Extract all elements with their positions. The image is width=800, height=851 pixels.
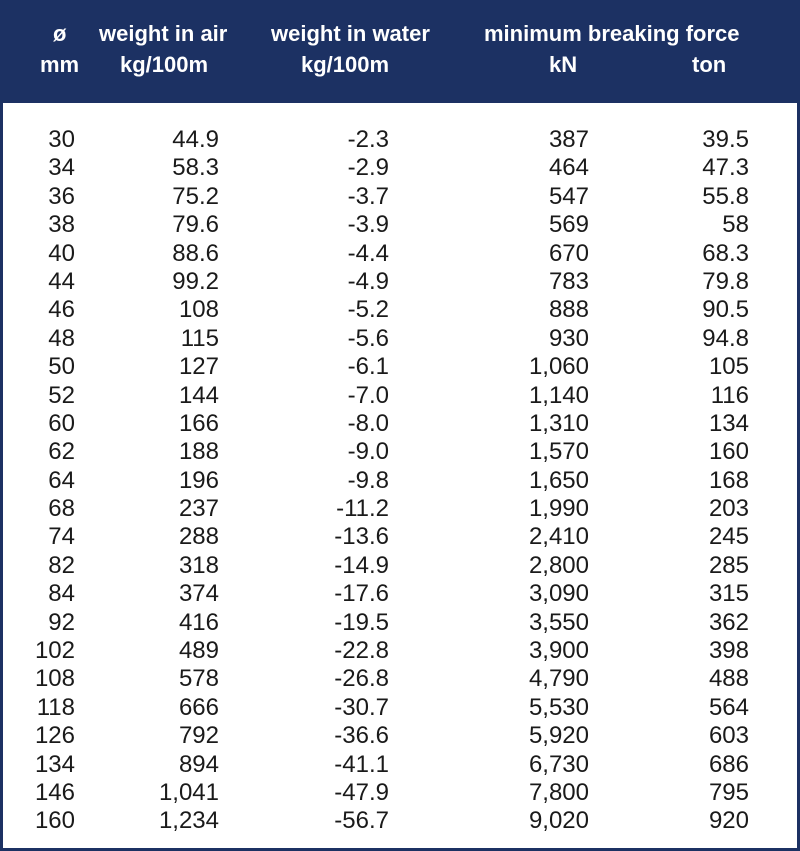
cell-weight-water: -19.5	[334, 608, 389, 636]
cell-diameter: 84	[48, 580, 75, 608]
cell-weight-water: -4.4	[347, 239, 389, 267]
cell-weight-air: 578	[178, 665, 219, 693]
cell-breaking-force-ton: 203	[708, 495, 749, 523]
cell-weight-air: 58.3	[172, 154, 219, 182]
table-row	[3, 665, 797, 693]
cell-weight-water: -3.7	[347, 182, 389, 210]
table-row	[3, 495, 797, 523]
cell-weight-water: -4.9	[347, 267, 389, 295]
cell-breaking-force-kn: 888	[548, 296, 589, 324]
table-row	[3, 268, 797, 296]
cell-breaking-force-kn: 3,550	[528, 608, 589, 636]
cell-breaking-force-kn: 670	[548, 239, 589, 267]
cell-weight-water: -2.3	[347, 126, 389, 153]
cell-diameter: 92	[48, 608, 75, 636]
cell-breaking-force-kn: 569	[548, 211, 589, 239]
header-weight-water-unit: kg/100m	[301, 52, 390, 77]
cell-breaking-force-ton: 168	[708, 466, 749, 494]
cell-breaking-force-kn: 1,140	[528, 381, 589, 409]
cell-diameter: 160	[34, 807, 75, 835]
cell-breaking-force-ton: 488	[708, 665, 749, 693]
cell-breaking-force-ton: 564	[708, 693, 749, 721]
header-breaking-force-ton: ton	[692, 52, 727, 77]
table-row	[3, 779, 797, 807]
cell-breaking-force-kn: 783	[548, 267, 589, 295]
header-diameter-unit: mm	[40, 52, 80, 77]
table-row	[3, 154, 797, 182]
header-weight-air: weight in air	[99, 21, 228, 46]
cell-weight-water: -11.2	[336, 495, 389, 523]
cell-breaking-force-kn: 2,800	[528, 551, 589, 579]
cell-weight-air: 99.2	[172, 267, 219, 295]
cell-weight-air: 79.6	[172, 211, 219, 239]
cell-breaking-force-kn: 1,650	[528, 466, 589, 494]
cell-breaking-force-kn: 3,090	[528, 580, 589, 608]
cell-weight-air: 1,041	[158, 778, 219, 806]
table-row	[3, 694, 797, 722]
cell-weight-water: -17.6	[334, 580, 389, 608]
table-row	[3, 807, 797, 835]
cell-breaking-force-ton: 285	[708, 551, 749, 579]
cell-weight-air: 666	[178, 693, 219, 721]
cell-diameter: 126	[34, 722, 75, 750]
cell-diameter: 52	[48, 381, 75, 409]
cell-weight-water: -5.6	[347, 324, 389, 352]
cell-weight-air: 166	[178, 409, 219, 437]
cell-weight-air: 144	[178, 381, 219, 409]
cell-weight-air: 88.6	[172, 239, 219, 267]
cell-breaking-force-kn: 1,990	[528, 495, 589, 523]
cell-diameter: 134	[34, 750, 75, 778]
table-row	[3, 637, 797, 665]
table-row	[3, 523, 797, 551]
cell-diameter: 82	[48, 551, 75, 579]
table-row	[3, 183, 797, 211]
cell-diameter: 74	[48, 523, 75, 551]
cell-breaking-force-kn: 5,530	[528, 693, 589, 721]
cell-breaking-force-ton: 245	[708, 523, 749, 551]
cell-diameter: 48	[48, 324, 75, 352]
cell-diameter: 68	[48, 495, 75, 523]
cell-weight-water: -9.0	[347, 438, 389, 466]
cell-breaking-force-ton: 68.3	[702, 239, 749, 267]
cell-diameter: 62	[48, 438, 75, 466]
cell-breaking-force-ton: 58	[722, 211, 749, 239]
cell-breaking-force-ton: 116	[710, 381, 749, 409]
cell-diameter: 108	[34, 665, 75, 693]
table-row	[3, 382, 797, 410]
cell-breaking-force-kn: 2,410	[528, 523, 589, 551]
cell-breaking-force-ton: 398	[708, 637, 749, 665]
header-breaking-force: minimum breaking force	[484, 21, 740, 46]
cell-diameter: 38	[48, 211, 75, 239]
table-row	[3, 467, 797, 495]
cell-breaking-force-ton: 94.8	[702, 324, 749, 352]
cell-weight-air: 75.2	[172, 182, 219, 210]
table-row	[3, 580, 797, 608]
cell-weight-air: 894	[178, 750, 219, 778]
cell-diameter: 44	[48, 267, 75, 295]
cell-diameter: 36	[48, 182, 75, 210]
cell-weight-water: -26.8	[334, 665, 389, 693]
cell-breaking-force-kn: 547	[548, 182, 589, 210]
cell-weight-air: 127	[178, 353, 219, 381]
cell-weight-water: -47.9	[334, 778, 389, 806]
cell-diameter: 30	[48, 126, 75, 153]
cell-breaking-force-kn: 464	[548, 154, 589, 182]
cell-weight-air: 237	[178, 495, 219, 523]
table-row	[3, 438, 797, 466]
cell-weight-water: -14.9	[334, 551, 389, 579]
table-row	[3, 211, 797, 239]
cell-weight-air: 115	[180, 324, 219, 352]
table-row	[3, 722, 797, 750]
cell-weight-water: -7.0	[347, 381, 389, 409]
cell-breaking-force-ton: 686	[708, 750, 749, 778]
cell-weight-air: 318	[178, 551, 219, 579]
table-row	[3, 126, 797, 154]
table-body	[3, 126, 797, 836]
cell-breaking-force-kn: 1,310	[528, 409, 589, 437]
table-row	[3, 552, 797, 580]
cell-weight-water: -56.7	[334, 807, 389, 835]
header-weight-water: weight in water	[271, 21, 430, 46]
cell-breaking-force-ton: 160	[708, 438, 749, 466]
cell-breaking-force-kn: 5,920	[528, 722, 589, 750]
cell-breaking-force-ton: 362	[708, 608, 749, 636]
cell-breaking-force-ton: 55.8	[702, 182, 749, 210]
cell-breaking-force-ton: 79.8	[702, 267, 749, 295]
cell-diameter: 146	[34, 778, 75, 806]
cell-weight-air: 792	[178, 722, 219, 750]
header-weight-air-unit: kg/100m	[120, 52, 209, 77]
cell-diameter: 34	[48, 154, 75, 182]
cell-diameter: 60	[48, 409, 75, 437]
cell-weight-air: 374	[178, 580, 219, 608]
cell-breaking-force-ton: 603	[708, 722, 749, 750]
header-breaking-force-kn: kN	[549, 52, 578, 77]
cell-weight-air: 44.9	[172, 126, 219, 153]
cell-weight-water: -22.8	[334, 637, 389, 665]
cell-breaking-force-ton: 315	[708, 580, 749, 608]
cell-breaking-force-kn: 9,020	[528, 807, 589, 835]
cell-breaking-force-ton: 47.3	[702, 154, 749, 182]
cell-weight-water: -5.2	[347, 296, 389, 324]
cell-breaking-force-kn: 3,900	[528, 637, 589, 665]
cell-diameter: 50	[48, 353, 75, 381]
table-row	[3, 353, 797, 381]
cell-diameter: 102	[34, 637, 75, 665]
cell-breaking-force-kn: 387	[548, 126, 589, 153]
cell-breaking-force-ton: 90.5	[702, 296, 749, 324]
cell-breaking-force-kn: 1,060	[528, 353, 589, 381]
table-row	[3, 325, 797, 353]
cell-weight-water: -13.6	[334, 523, 389, 551]
table-row	[3, 410, 797, 438]
cell-weight-air: 288	[178, 523, 219, 551]
cell-weight-air: 108	[178, 296, 219, 324]
cell-weight-water: -8.0	[347, 409, 389, 437]
cell-breaking-force-ton: 134	[708, 409, 749, 437]
cell-weight-water: -9.8	[347, 466, 389, 494]
header-diameter-symbol: ø	[53, 21, 67, 46]
cell-breaking-force-kn: 1,570	[528, 438, 589, 466]
cell-breaking-force-ton: 105	[708, 353, 749, 381]
cell-breaking-force-kn: 6,730	[528, 750, 589, 778]
cell-diameter: 118	[36, 693, 75, 721]
cell-weight-air: 416	[178, 608, 219, 636]
cell-weight-water: -36.6	[334, 722, 389, 750]
cell-weight-air: 196	[178, 466, 219, 494]
table-row	[3, 751, 797, 779]
cell-weight-water: -30.7	[334, 693, 389, 721]
cell-weight-air: 489	[178, 637, 219, 665]
cell-breaking-force-ton: 795	[708, 778, 749, 806]
cell-weight-water: -2.9	[347, 154, 389, 182]
cell-breaking-force-kn: 7,800	[528, 778, 589, 806]
cell-breaking-force-kn: 930	[548, 324, 589, 352]
cell-diameter: 64	[48, 466, 75, 494]
table-header	[3, 3, 797, 103]
table-row	[3, 296, 797, 324]
cell-diameter: 46	[48, 296, 75, 324]
cell-weight-water: -41.1	[334, 750, 389, 778]
cell-weight-air: 188	[178, 438, 219, 466]
cell-diameter: 40	[48, 239, 75, 267]
cell-breaking-force-kn: 4,790	[528, 665, 589, 693]
cell-breaking-force-ton: 920	[708, 807, 749, 835]
cell-breaking-force-ton: 39.5	[702, 126, 749, 153]
table-row	[3, 609, 797, 637]
cell-weight-water: -3.9	[347, 211, 389, 239]
cell-weight-air: 1,234	[158, 807, 219, 835]
cell-weight-water: -6.1	[347, 353, 389, 381]
table-row	[3, 240, 797, 268]
